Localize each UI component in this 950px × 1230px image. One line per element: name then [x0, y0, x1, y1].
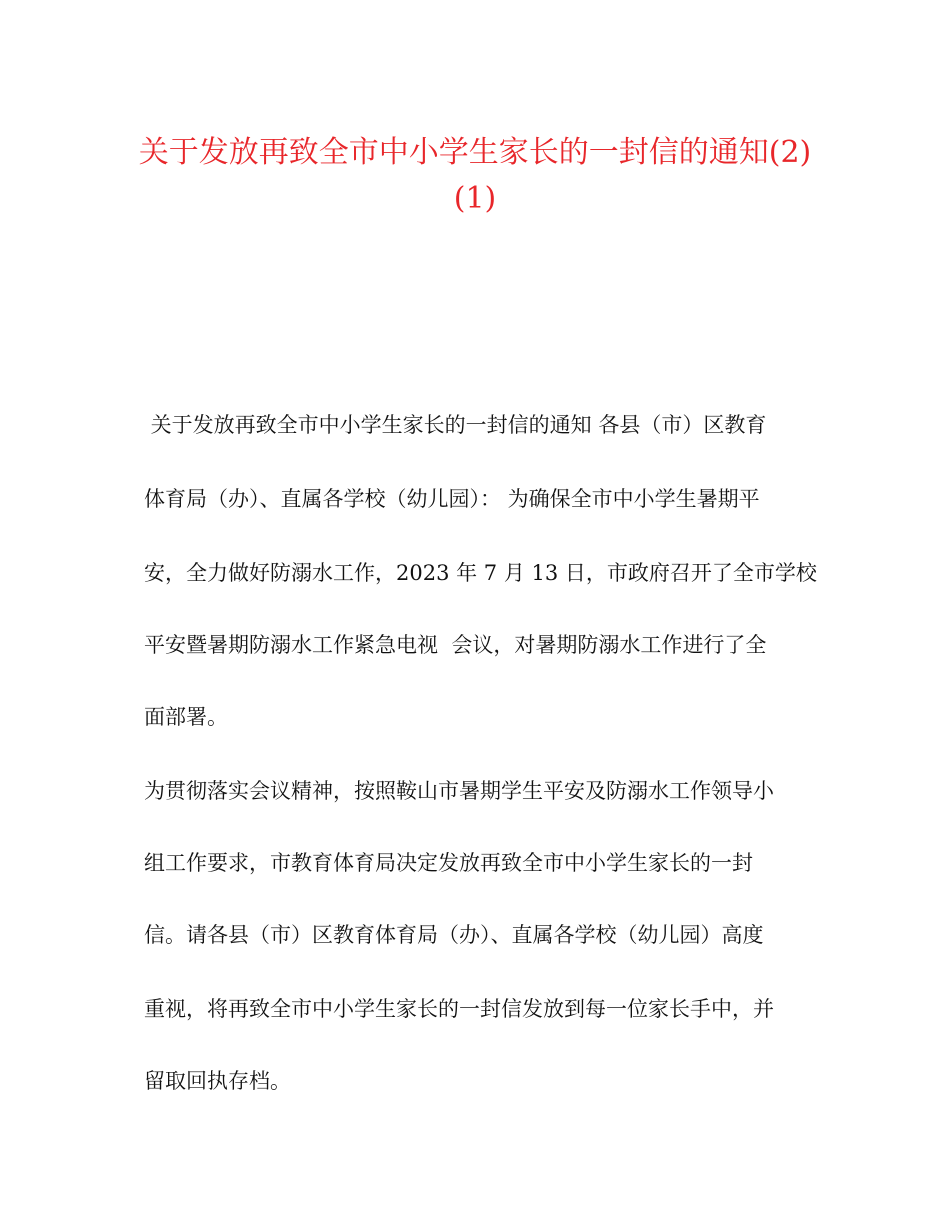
document-title-line-2: (1): [453, 181, 497, 216]
paragraph-1-line-3: 安，全力做好防溺水工作，2023 年 7 月 13 日，市政府召开了全市学校: [144, 561, 817, 585]
paragraph-2-line-5: 留取回执存档。: [144, 1069, 291, 1093]
paragraph-1-line-2: 体育局（办）、直属各学校（幼儿园）： 为确保全市中小学生暑期平: [144, 487, 760, 511]
paragraph-2-line-2: 组工作要求，市教育体育局决定发放再致全市中小学生家长的一封: [144, 851, 753, 875]
document-title-line-1: 关于发放再致全市中小学生家长的一封信的通知(2): [138, 135, 812, 170]
paragraph-2-line-4: 重视，将再致全市中小学生家长的一封信发放到每一位家长手中，并: [144, 997, 774, 1021]
paragraph-2-line-3: 信。请各县（市）区教育体育局（办）、直属各学校（幼儿园）高度: [144, 923, 764, 947]
paragraph-1-line-5: 面部署。: [144, 705, 228, 729]
paragraph-1-line-4: 平安暨暑期防溺水工作紧急电视 会议，对暑期防溺水工作进行了全: [144, 633, 767, 657]
paragraph-2-line-1: 为贯彻落实会议精神，按照鞍山市暑期学生平安及防溺水工作领导小: [144, 779, 774, 803]
paragraph-1-line-1: 关于发放再致全市中小学生家长的一封信的通知 各县（市）区教育: [144, 413, 767, 437]
